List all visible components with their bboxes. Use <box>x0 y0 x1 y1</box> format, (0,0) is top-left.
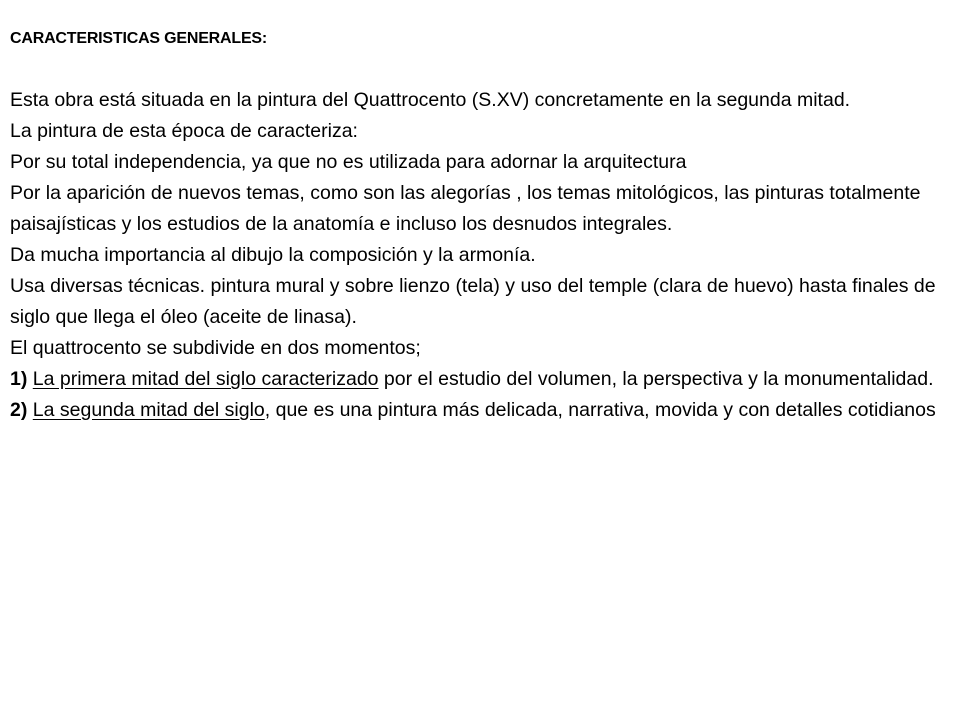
item-number-2: 2) <box>10 399 28 421</box>
paragraph-independence: Por su total independencia, ya que no es utilizada para adornar la arquitectura <box>10 151 687 173</box>
section-heading: CARACTERISTICAS GENERALES: <box>10 30 268 47</box>
paragraph-intro: Esta obra está situada en la pintura del Quattrocento (S.XV) concretamente en la segunda mitad. <box>10 89 851 111</box>
item-number-1: 1) <box>10 368 28 390</box>
paragraph-techniques: Usa diversas técnicas. pintura mural y sobre lienzo (tela) y uso del temple (clara de huevo) hasta finales de siglo que llega el óleo (aceite de linasa). <box>10 275 936 328</box>
first-half-rest: por el estudio del volumen, la perspectiva y la monumentalidad. <box>378 368 934 390</box>
second-half-underlined: La segunda mitad del siglo <box>32 399 265 421</box>
paragraph-drawing: Da mucha importancia al dibujo la composición y la armonía. <box>10 244 536 266</box>
paragraph-second-half <box>10 395 955 426</box>
body-text <box>10 85 955 426</box>
paragraph-first-half <box>10 364 955 395</box>
paragraph-subdivision: El quattrocento se subdivide en dos momentos; <box>10 337 421 359</box>
paragraph-new-themes: Por la aparición de nuevos temas, como son las alegorías , los temas mitológicos, las pinturas totalmente paisajísticas y los estudios de la anatomía e incluso los desnudos integrales. <box>10 182 921 235</box>
second-half-rest: , que es una pintura más delicada, narrativa, movida y con detalles cotidianos <box>264 399 936 421</box>
first-half-underlined: La primera mitad del siglo caracterizado <box>32 368 379 390</box>
paragraph-characterization: La pintura de esta época de caracteriza: <box>10 120 358 142</box>
